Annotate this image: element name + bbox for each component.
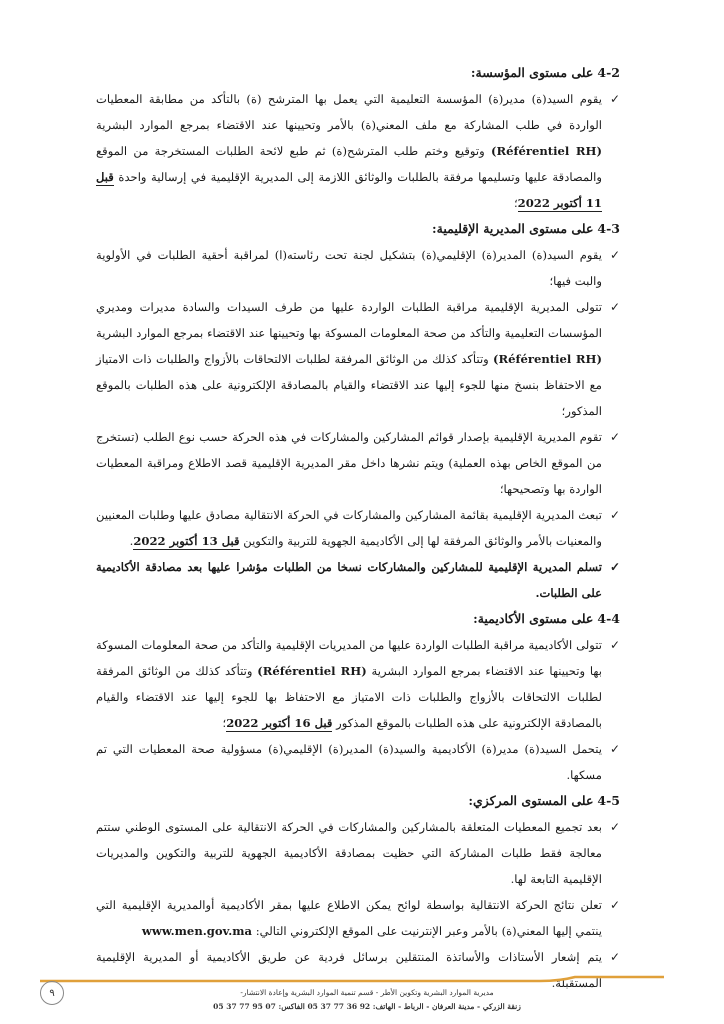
- check-icon: ✓: [609, 950, 620, 964]
- latin-text: (Référentiel RH): [257, 664, 367, 678]
- check-icon: ✓: [609, 742, 620, 756]
- latin-text: (Référentiel RH): [491, 144, 602, 158]
- section-heading: [96, 216, 620, 242]
- section-title: على مستوى المؤسسة:: [470, 65, 594, 80]
- check-icon: ✓: [609, 898, 620, 912]
- item-text: بعد تجميع المعطيات المتعلقة بالمشاركين والمشاركات في الحركة الانتقالية على المستوى الوطني ستتم معالجة فقط طلبات المشاركة التي حظيت بمصادقة الأكاديمية الجهوية للتربية والتكوين والمديريات الإقليمية التابعة لها.: [96, 820, 602, 886]
- check-icon: ✓: [609, 430, 620, 444]
- list-item: [96, 736, 620, 788]
- item-text: .: [129, 534, 134, 548]
- list-item: [96, 814, 620, 892]
- section-title: على مستوى المديرية الإقليمية:: [432, 221, 594, 236]
- item-text: يتحمل السيد(ة) مدير(ة) الأكاديمية والسيد(ة) المدير(ة) الإقليمي(ة) مسؤولية صحة المعطيات التي تم مسكها.: [96, 742, 602, 782]
- check-icon: ✓: [609, 508, 620, 522]
- list-item: [96, 424, 620, 502]
- footer-line-2: زنقة الزركي - مدينة العرفان - الرباط - الهاتف: 92 36 77 37 05 الفاكس: 07 95 77 37 05: [213, 1002, 521, 1011]
- document-body: [96, 60, 620, 996]
- check-icon: ✓: [609, 300, 620, 314]
- latin-text: (Référentiel RH): [493, 352, 602, 366]
- item-text: تبعث المديرية الإقليمية بقائمة المشاركين والمشاركات في الحركة الانتقالية مصادق عليها وطلبات المعنيين والمعنيات بالأمر والوثائق المرفقة لها إلى الأكاديمية الجهوية للتربية والتكوين: [96, 508, 602, 548]
- item-text: قبل 11 أكتوبر 2022: [96, 170, 602, 210]
- check-icon: ✓: [609, 92, 620, 106]
- list-item: [96, 86, 620, 216]
- check-icon: ✓: [609, 638, 620, 652]
- item-text: يقوم السيد(ة) المدير(ة) الإقليمي(ة) بتشكيل لجنة تحت رئاسته(ا) لمراقبة أحقية الطلبات في الأولوية والبت فيها؛: [96, 248, 602, 288]
- section-heading: [96, 606, 620, 632]
- list-item: [96, 242, 620, 294]
- section-number: 4-4: [597, 611, 620, 626]
- footer: [170, 986, 564, 1014]
- latin-text: www.men.gov.ma: [141, 924, 253, 938]
- check-icon: ✓: [609, 820, 620, 834]
- item-text: قبل 13 أكتوبر 2022: [133, 534, 240, 548]
- footer-line-1: مديرية الموارد البشرية وتكوين الأطر - قسم تنمية الموارد البشرية وإعادة الانتشار-: [240, 988, 494, 997]
- section-number: 4-5: [597, 793, 620, 808]
- check-icon: ✓: [609, 560, 620, 574]
- item-text: وتتأكد كذلك من الوثائق المرفقة لطلبات الالتحاقات بالأزواج والطلبات ذات الامتياز مع الاحتفاظ بها للجوء إليها عند الاقتضاء والقيام بالمصادقة الإلكترونية على هذه الطلبات بالموقع المذكور: [96, 664, 602, 730]
- item-text: يقوم السيد(ة) مدير(ة) المؤسسة التعليمية التي يعمل بها المترشح (ة) بالتأكد من مطابقة المعطيات الواردة في طلب المشاركة مع ملف المعني(ة) بالأمر وتحيينها عند الاقتضاء بمرجع الموارد البشرية: [96, 92, 602, 132]
- list-item: [96, 502, 620, 554]
- section-title: على المستوى المركزي:: [468, 793, 594, 808]
- item-text: تسلم المديرية الإقليمية للمشاركين والمشاركات نسخا من الطلبات مؤشرا عليها بعد مصادقة الأكاديمية على الطلبات.: [96, 560, 602, 600]
- list-item: [96, 892, 620, 944]
- item-text: ؛: [513, 196, 518, 210]
- list-item: [96, 294, 620, 424]
- list-item: [96, 554, 620, 606]
- item-text: تتولى الأكاديمية مراقبة الطلبات الواردة عليها من المديريات الإقليمية والتأكد من صحة المعلومات المسوكة بها وتحيينها عند الاقتضاء بمرجع الموارد البشرية: [96, 638, 602, 678]
- list-item: [96, 632, 620, 736]
- item-text: قبل 16 أكتوبر 2022: [226, 716, 333, 730]
- page-number: ٩: [40, 981, 64, 1005]
- item-text: ؛: [222, 716, 227, 730]
- check-icon: ✓: [609, 248, 620, 262]
- section-heading: [96, 788, 620, 814]
- section-number: 4-3: [597, 221, 620, 236]
- item-text: تتولى المديرية الإقليمية مراقبة الطلبات الواردة عليها من طرف السيدات والسادة مديرات ومديري المؤسسات التعليمية والتأكد من صحة المعلومات المسوكة بها وتحيينها عند الاقتضاء بمرجع الموارد البشرية: [96, 300, 602, 340]
- item-text: تعلن نتائج الحركة الانتقالية بواسطة لوائح يمكن الاطلاع عليها بمقر الأكاديمية أوالمديرية الإقليمية التي ينتمي إليها المعني(ة) بالأمر وعبر الإنترنيت على الموقع الإلكتروني التالي:: [96, 898, 602, 938]
- section-title: على مستوى الأكاديمية:: [473, 611, 594, 626]
- item-text: وتوقيع وختم طلب المترشح(ة) ثم طبع لائحة الطلبات المستخرجة من الموقع والمصادقة عليها وتسليمها مرفقة بالطلبات والوثائق اللازمة إلى المديرية الإقليمية في إرسالية واحدة: [96, 144, 602, 184]
- section-heading: [96, 60, 620, 86]
- section-number: 4-2: [597, 65, 620, 80]
- item-text: تقوم المديرية الإقليمية بإصدار قوائم المشاركين والمشاركات في هذه الحركة حسب نوع الطلب (تستخرج من الموقع الخاص بهذه العملية) ويتم نشرها داخل مقر المديرية الإقليمية قصد الاطلاع ومراقبة المعطيات الواردة بها وتصحيحها؛: [96, 430, 602, 496]
- item-text: يتم إشعار الأستاذات والأساتذة المنتقلين برسائل فردية عن طريق الأكاديمية أو المديرية الإقليمية المستقبلة.: [96, 950, 602, 990]
- item-text: وتتأكد كذلك من الوثائق المرفقة لطلبات الالتحاقات بالأزواج والطلبات ذات الامتياز مع الاحتفاظ بنسخ منها للجوء إليها عند الاقتضاء والقيام بالمصادقة الإلكترونية على هذه الطلبات بالموقع المذكور؛: [96, 352, 602, 418]
